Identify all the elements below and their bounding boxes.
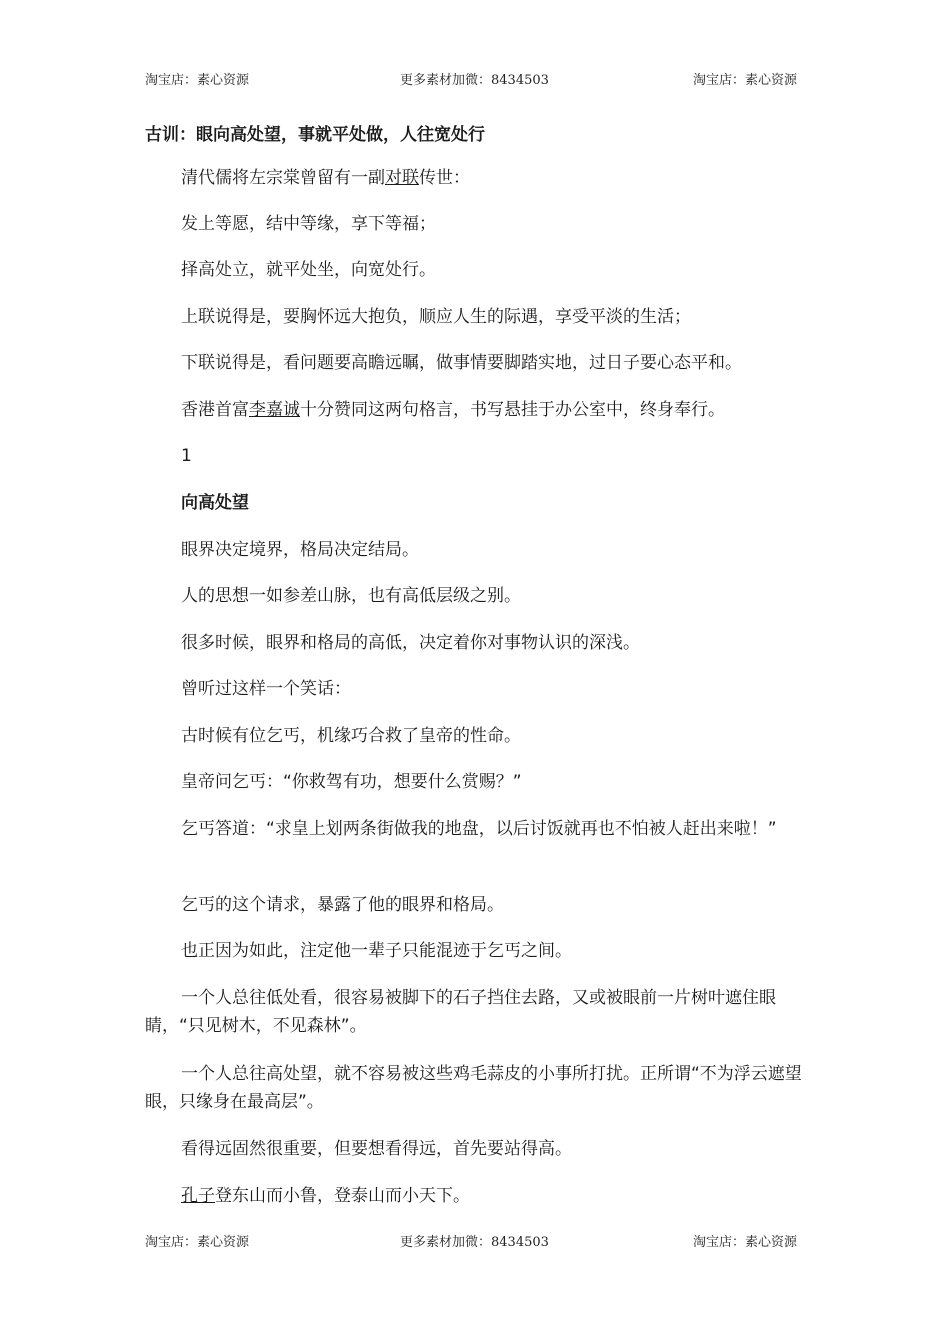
footer-left-text: 淘宝店：素心资源 — [145, 1235, 250, 1250]
paragraph-13: 古时候有位乞丐，机缘巧合救了皇帝的性命。 — [181, 726, 521, 746]
header-right-text: 淘宝店：素心资源 — [693, 73, 798, 88]
paragraph-17: 也正因为如此，注定他一辈子只能混迹于乞丐之间。 — [181, 941, 572, 961]
link-confucius[interactable]: 孔子 — [181, 1186, 215, 1206]
paragraph-15: 乞丐答道：“求皇上划两条街做我的地盘，以后讨饭就再也不怕被人赶出来啦！” — [181, 819, 777, 839]
paragraph-text: 传世： — [419, 168, 470, 188]
footer-right-text: 淘宝店：素心资源 — [693, 1235, 798, 1250]
article-title: 古训：眼向高处望，事就平处做，人往宽处行 — [145, 125, 485, 145]
header-center-text: 更多素材加微：8434503 — [400, 73, 549, 88]
paragraph-text: 清代儒将左宗棠曾留有一副 — [181, 168, 385, 188]
section-heading: 向高处望 — [181, 493, 249, 513]
paragraph-20: 看得远固然很重要，但要想看得远，首先要站得高。 — [181, 1139, 572, 1159]
paragraph-5: 下联说得是，看问题要高瞻远瞩，做事情要脚踏实地，过日子要心态平和。 — [181, 353, 742, 373]
paragraph-16: 乞丐的这个请求，暴露了他的眼界和格局。 — [181, 895, 504, 915]
header-left-text: 淘宝店：素心资源 — [145, 73, 250, 88]
paragraph-4: 上联说得是，要胸怀远大抱负，顺应人生的际遇，享受平淡的生活； — [181, 307, 691, 327]
section-number: 1 — [181, 446, 192, 466]
paragraph-2: 发上等愿，结中等缘，享下等福； — [181, 214, 436, 234]
paragraph-3: 择高处立，就平处坐，向宽处行。 — [181, 260, 436, 280]
paragraph-18: 一个人总往低处看，很容易被脚下的石子挡住去路，又或被眼前一片树叶遮住眼睛，“只见树木，不见森林”。 — [145, 988, 776, 1036]
paragraph-9: 眼界决定境界，格局决定结局。 — [181, 540, 419, 560]
paragraph-19: 一个人总往高处望，就不容易被这些鸡毛蒜皮的小事所打扰。正所谓“不为浮云遮望眼，只缘身在最高层”。 — [145, 1064, 802, 1112]
paragraph-text: 登东山而小鲁，登泰山而小天下。 — [215, 1186, 470, 1206]
paragraph-6 — [145, 396, 807, 424]
link-couplet[interactable]: 对联 — [385, 168, 419, 188]
paragraph-text: 香港首富 — [181, 400, 249, 420]
paragraph-11: 很多时候，眼界和格局的高低，决定着你对事物认识的深浅。 — [181, 633, 640, 653]
paragraph-10: 人的思想一如参差山脉，也有高低层级之别。 — [181, 586, 521, 606]
paragraph-12: 曾听过这样一个笑话： — [181, 679, 351, 699]
paragraph-14: 皇帝问乞丐：“你救驾有功，想要什么赏赐？” — [181, 772, 522, 792]
footer-center-text: 更多素材加微：8434503 — [400, 1235, 549, 1250]
link-li-ka-shing[interactable]: 李嘉诚 — [249, 400, 300, 420]
paragraph-1 — [145, 164, 807, 192]
paragraph-text: 十分赞同这两句格言，书写悬挂于办公室中，终身奉行。 — [300, 400, 725, 420]
paragraph-21 — [145, 1182, 807, 1210]
